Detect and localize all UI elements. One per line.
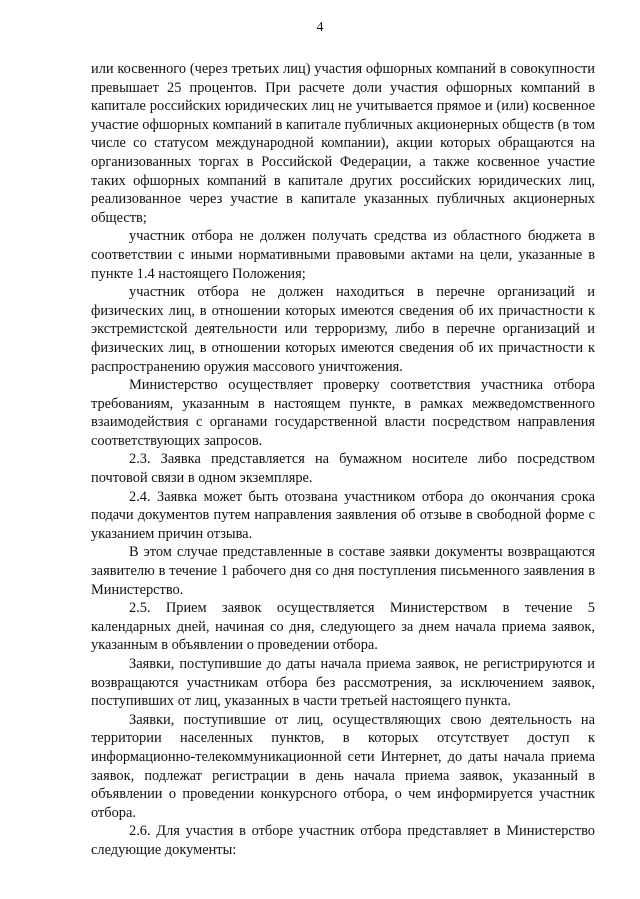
paragraph-documents-return: В этом случае представленные в составе заявки документы возвращаются заявителю в течение 1 рабочего дня со дня поступления письменного заявления в Министерство. — [91, 544, 595, 598]
paragraph-2-5: 2.5. Прием заявок осуществляется Министерством в течение 5 календарных дней, начиная со дня, следующего за днем начала приема заявок, указанным в объявлении о проведении отбора. — [91, 600, 595, 654]
paragraph-2-3: 2.3. Заявка представляется на бумажном носителе либо посредством почтовой связи в одном экземпляре. — [91, 451, 595, 487]
paragraph-2-6: 2.6. Для участия в отборе участник отбора представляет в Министерство следующие документы: — [91, 823, 595, 858]
page-number: 4 — [316, 20, 324, 35]
document-body — [91, 60, 595, 860]
paragraph-regional-budget: участник отбора не должен получать средства из областного бюджета в соответствии с иными нормативными правовыми актами на цели, указанные в пункте 1.4 настоящего Положения; — [91, 228, 595, 282]
paragraph-no-internet-applications: Заявки, поступившие от лиц, осуществляющих свою деятельность на территории населенных пунктов, в которых отсутствует доступ к информационно-телекоммуникационной сети Интернет, до даты начала приема заявок, подлежат регистрации в день начала приема заявок, указанный в объявлении о проведении конкурсного отбора, о чем информируется участник отбора. — [91, 711, 595, 821]
paragraph-2-4: 2.4. Заявка может быть отозвана участником отбора до окончания срока подачи документов путем направления заявления об отзыве в свободной форме с указанием причин отзыва. — [91, 488, 595, 542]
paragraph-ministry-verification: Министерство осуществляет проверку соответствия участника отбора требованиям, указанным в настоящем пункте, в рамках межведомственного взаимодействия с органами государственной власти посредством направления соответствующих запросов. — [91, 377, 595, 449]
paragraph-extremism-list: участник отбора не должен находиться в перечне организаций и физических лиц, в отношении которых имеются сведения об их причастности к экстремистской деятельности или терроризму, либо в перечне организаций и физических лиц, в отношении которых имеются сведения об их причастности к распространению оружия массового уничтожения. — [91, 284, 595, 375]
paragraph-early-applications: Заявки, поступившие до даты начала приема заявок, не регистрируются и возвращаются участникам отбора без рассмотрения, за исключением заявок, поступивших от лиц, указанных в части третьей настоящего пункта. — [91, 656, 595, 710]
paragraph-offshore-participation: или косвенного (через третьих лиц) участия офшорных компаний в совокупности превышает 25 процентов. При расчете доли участия офшорных компаний в капитале российских юридических лиц не учитывается прямое и (или) косвенное участие офшорных компаний в капитале публичных акционерных обществ (в том числе со статусом международной компании), акции которых обращаются на организованных торгах в Российской Федерации, а также косвенное участие таких офшорных компаний в капитале других российских юридических лиц, реализованное через участие в капитале указанных публичных акционерных обществ; — [91, 61, 595, 226]
